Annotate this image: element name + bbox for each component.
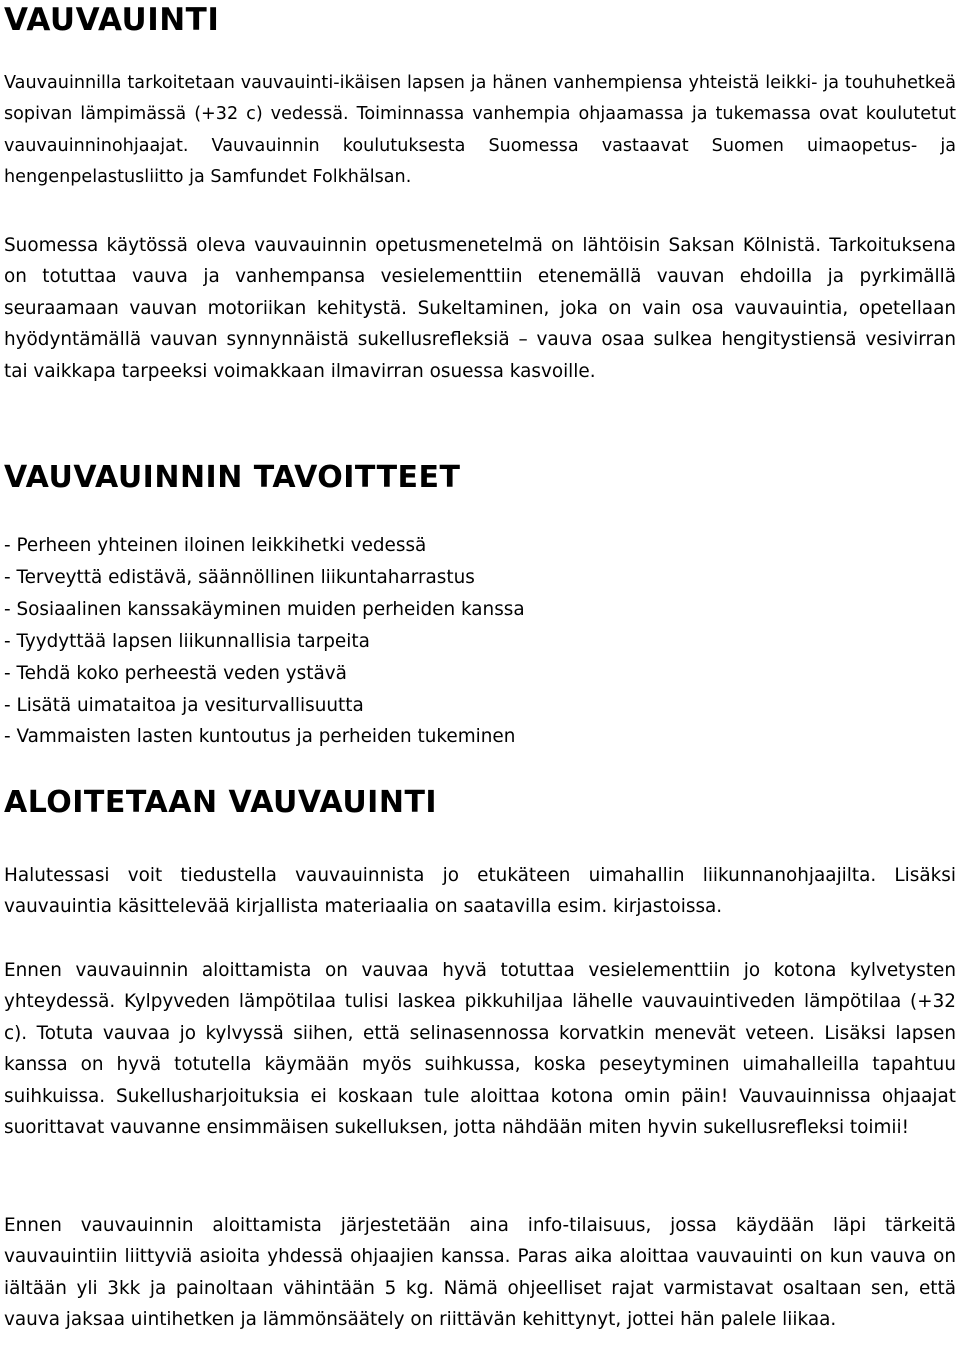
goals-heading: VAUVAUINNIN TAVOITTEET: [4, 460, 461, 495]
inquiry-paragraph: Halutessasi voit tiedustella vauvauinnista jo etukäteen uimahallin liikunnanohjaajilta. Lisäksi vauvauintia käsittelevää kirjallista materiaalia on saatavilla esim. kirjastoissa.: [4, 865, 956, 918]
goal-item: - Lisätä uimataitoa ja vesiturvallisuutta: [4, 694, 364, 716]
intro-paragraph: Vauvauinnilla tarkoitetaan vauvauinti-ikäisen lapsen ja hänen vanhempiensa yhteistä leikki- ja touhuhetkeä sopivan lämpimässä (+32 c) vedessä. Toiminnassa vanhempia ohjaamassa ja tukemassa ovat koulutetut vauvauinninohjaajat. Vauvauinnin koulutuksesta Suomessa vastaavat Suomen uimaopetus- ja hengenpelastusliitto ja Samfundet Folkhälsan.: [4, 73, 956, 188]
preparation-paragraph: Ennen vauvauinnin aloittamista on vauvaa hyvä totuttaa vesielementtiin jo kotona kylvetysten yhteydessä. Kylpyveden lämpötilaa tulisi laskea pikkuhiljaa lähelle vauvauintiveden lämpötilaa (+32 c). Totuta vauvaa jo kylvyssä siihen, että selinasennossa korvatkin menevät veteen. Lisäksi lapsen kanssa on hyvä totutella käymään myös suihkussa, koska peseytyminen uimahalleilla tapahtuu suihkuissa. Sukellusharjoituksia ei koskaan tule aloittaa kotona omin päin! Vauvauinnissa ohjaajat suorittavat vauvanne ensimmäisen sukelluksen, jotta nähdään miten hyvin sukellusrefleksi toimii!: [4, 960, 956, 1139]
goal-item: - Terveyttä edistävä, säännöllinen liikuntaharrastus: [4, 566, 475, 588]
goals-list: [4, 530, 525, 753]
goal-item: - Vammaisten lasten kuntoutus ja perheiden tukeminen: [4, 726, 516, 748]
goal-item: - Sosiaalinen kanssakäyminen muiden perheiden kanssa: [4, 598, 525, 620]
goal-item: - Tyydyttää lapsen liikunnallisia tarpeita: [4, 630, 370, 652]
goal-item: - Perheen yhteinen iloinen leikkihetki vedessä: [4, 535, 427, 556]
info-session-paragraph: Ennen vauvauinnin aloittamista järjestetään aina info-tilaisuus, jossa käydään läpi tärkeitä vauvauintiin liittyviä asioita yhdessä ohjaajien kanssa. Paras aika aloittaa vauvauinti on kun vauva on iältään yli 3kk ja painoltaan vähintään 5 kg. Nämä ohjeelliset rajat varmistavat osaltaan sen, että vauva jaksaa uintihetken ja lämmönsäätely on riittävän kehittynyt, jottei hän palele liikaa.: [4, 1215, 956, 1331]
start-heading: ALOITETAAN VAUVAUINTI: [4, 785, 438, 820]
goal-item: - Tehdä koko perheestä veden ystävä: [4, 662, 347, 684]
method-paragraph: Suomessa käytössä oleva vauvauinnin opetusmenetelmä on lähtöisin Saksan Kölnistä. Tarkoituksena on totuttaa vauva ja vanhempansa vesielementtiin etenemällä vauvan ehdoilla ja pyrkimällä seuraamaan vauvan motoriikan kehitystä. Sukeltaminen, joka on vain osa vauvauintia, opetellaan hyödyntämällä vauvan synnynnäistä sukellusrefleksiä – vauva osaa sulkea hengitystiensä vesivirran tai vaikkapa tarpeeksi voimakkaan ilmavirran osuessa kasvoille.: [4, 235, 956, 382]
page-title: VAUVAUINTI: [4, 2, 220, 38]
